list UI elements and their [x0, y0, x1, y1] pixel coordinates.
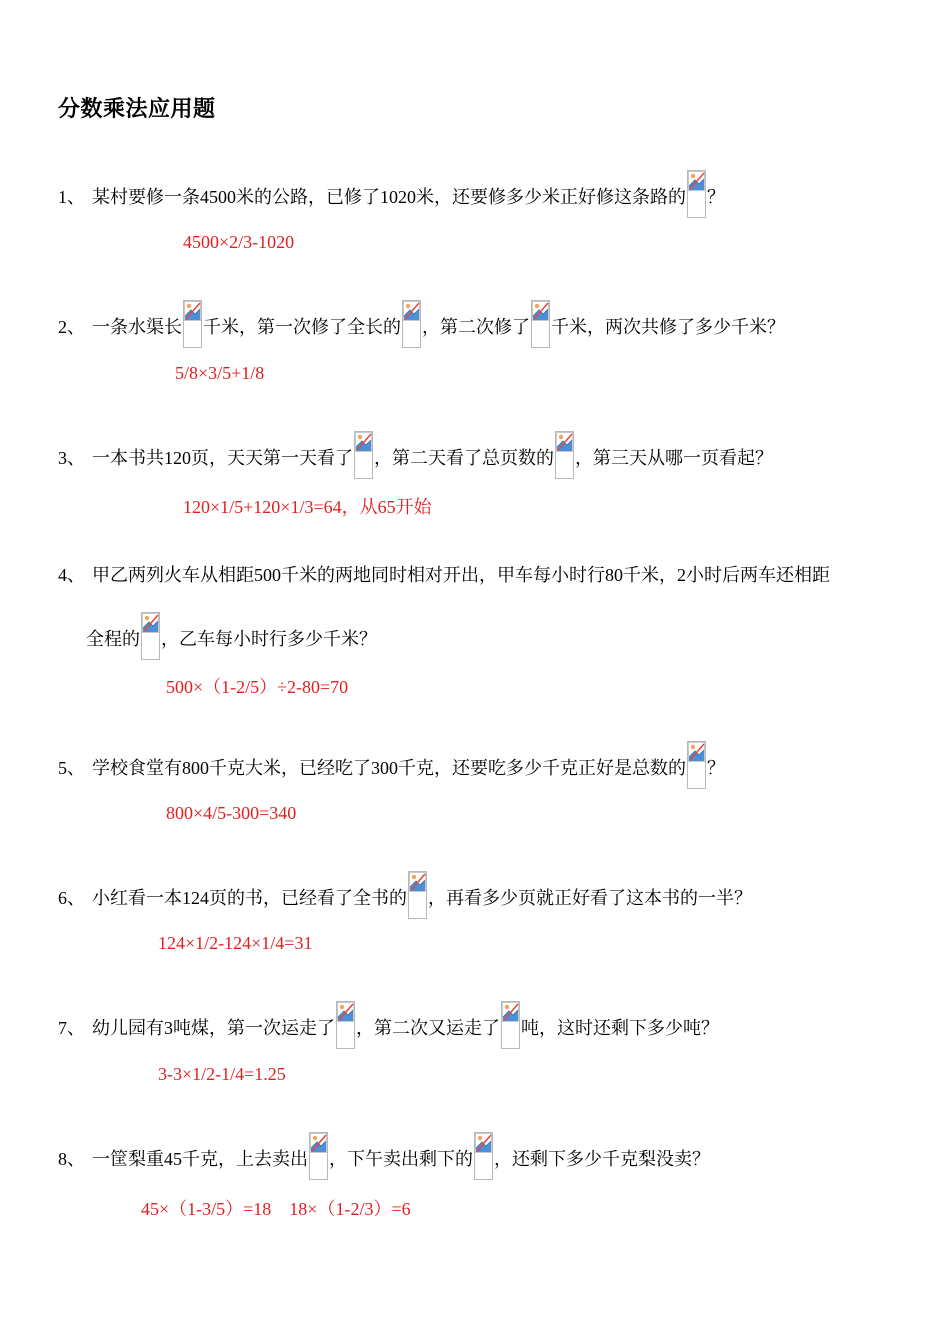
question-text: 幼儿园有3吨煤，第一次运走了 — [92, 1018, 335, 1038]
question-text: 一条水渠长 — [92, 317, 182, 337]
question-5 — [58, 741, 725, 793]
broken-image-icon — [474, 1132, 493, 1180]
question-number: 8、 — [58, 1149, 85, 1169]
question-4-continued — [86, 612, 377, 664]
broken-image-icon — [183, 300, 202, 348]
question-text: 全程的 — [86, 629, 140, 649]
question-1 — [58, 170, 725, 222]
question-text: ，乙车每小时行多少千米？ — [161, 629, 377, 649]
question-number: 6、 — [58, 888, 85, 908]
question-text: 小红看一本124页的书，已经看了全书的 — [92, 888, 407, 908]
question-text: ，第二天看了总页数的 — [374, 448, 554, 468]
question-3 — [58, 431, 773, 483]
question-text: ，再看多少页就正好看了这本书的一半？ — [428, 888, 752, 908]
question-2 — [58, 300, 785, 352]
broken-image-icon — [501, 1001, 520, 1049]
question-number: 7、 — [58, 1018, 85, 1038]
broken-image-icon — [687, 741, 706, 789]
answer-7: 3-3×1/2-1/4=1.25 — [158, 1064, 286, 1084]
question-8 — [58, 1132, 710, 1184]
question-4 — [58, 560, 830, 590]
question-7 — [58, 1001, 719, 1053]
broken-image-icon — [309, 1132, 328, 1180]
question-text: ，还剩下多少千克梨没卖？ — [494, 1149, 710, 1169]
question-text: ，第三天从哪一页看起？ — [575, 448, 773, 468]
question-text: ，下午卖出剩下的 — [329, 1149, 473, 1169]
answer-1: 4500×2/3-1020 — [183, 232, 295, 252]
question-text: 一本书共120页，天天第一天看了 — [92, 448, 353, 468]
question-text: ？ — [707, 187, 725, 207]
question-number: 1、 — [58, 187, 85, 207]
answer-6: 124×1/2-124×1/4=31 — [158, 933, 313, 953]
question-text: ？ — [707, 758, 725, 778]
question-number: 4、 — [58, 565, 85, 585]
question-text: 甲乙两列火车从相距500千米的两地同时相对开出，甲车每小时行80千米，2小时后两车还相距 — [92, 565, 830, 585]
page-title: 分数乘法应用题 — [58, 97, 216, 122]
broken-image-icon — [687, 170, 706, 218]
question-text: ，第二次又运走了 — [356, 1018, 500, 1038]
broken-image-icon — [531, 300, 550, 348]
answer-3: 120×1/5+120×1/3=64，从65开始 — [183, 497, 432, 517]
question-text: 千米，两次共修了多少千米？ — [551, 317, 785, 337]
question-number: 2、 — [58, 317, 85, 337]
answer-8: 45×（1-3/5）=18 18×（1-2/3）=6 — [141, 1199, 411, 1219]
answer-5: 800×4/5-300=340 — [166, 803, 297, 823]
question-text: ，第二次修了 — [422, 317, 530, 337]
broken-image-icon — [402, 300, 421, 348]
broken-image-icon — [408, 871, 427, 919]
answer-4: 500×（1-2/5）÷2-80=70 — [166, 677, 349, 697]
question-text: 吨，这时还剩下多少吨？ — [521, 1018, 719, 1038]
question-number: 5、 — [58, 758, 85, 778]
question-text: 学校食堂有800千克大米，已经吃了300千克，还要吃多少千克正好是总数的 — [92, 758, 686, 778]
broken-image-icon — [354, 431, 373, 479]
question-text: 某村要修一条4500米的公路，已修了1020米，还要修多少米正好修这条路的 — [92, 187, 686, 207]
broken-image-icon — [141, 612, 160, 660]
question-text: 一筐梨重45千克，上去卖出 — [92, 1149, 308, 1169]
answer-2: 5/8×3/5+1/8 — [175, 363, 265, 383]
broken-image-icon — [336, 1001, 355, 1049]
question-text: 千米，第一次修了全长的 — [203, 317, 401, 337]
question-number: 3、 — [58, 448, 85, 468]
broken-image-icon — [555, 431, 574, 479]
question-6 — [58, 871, 752, 923]
